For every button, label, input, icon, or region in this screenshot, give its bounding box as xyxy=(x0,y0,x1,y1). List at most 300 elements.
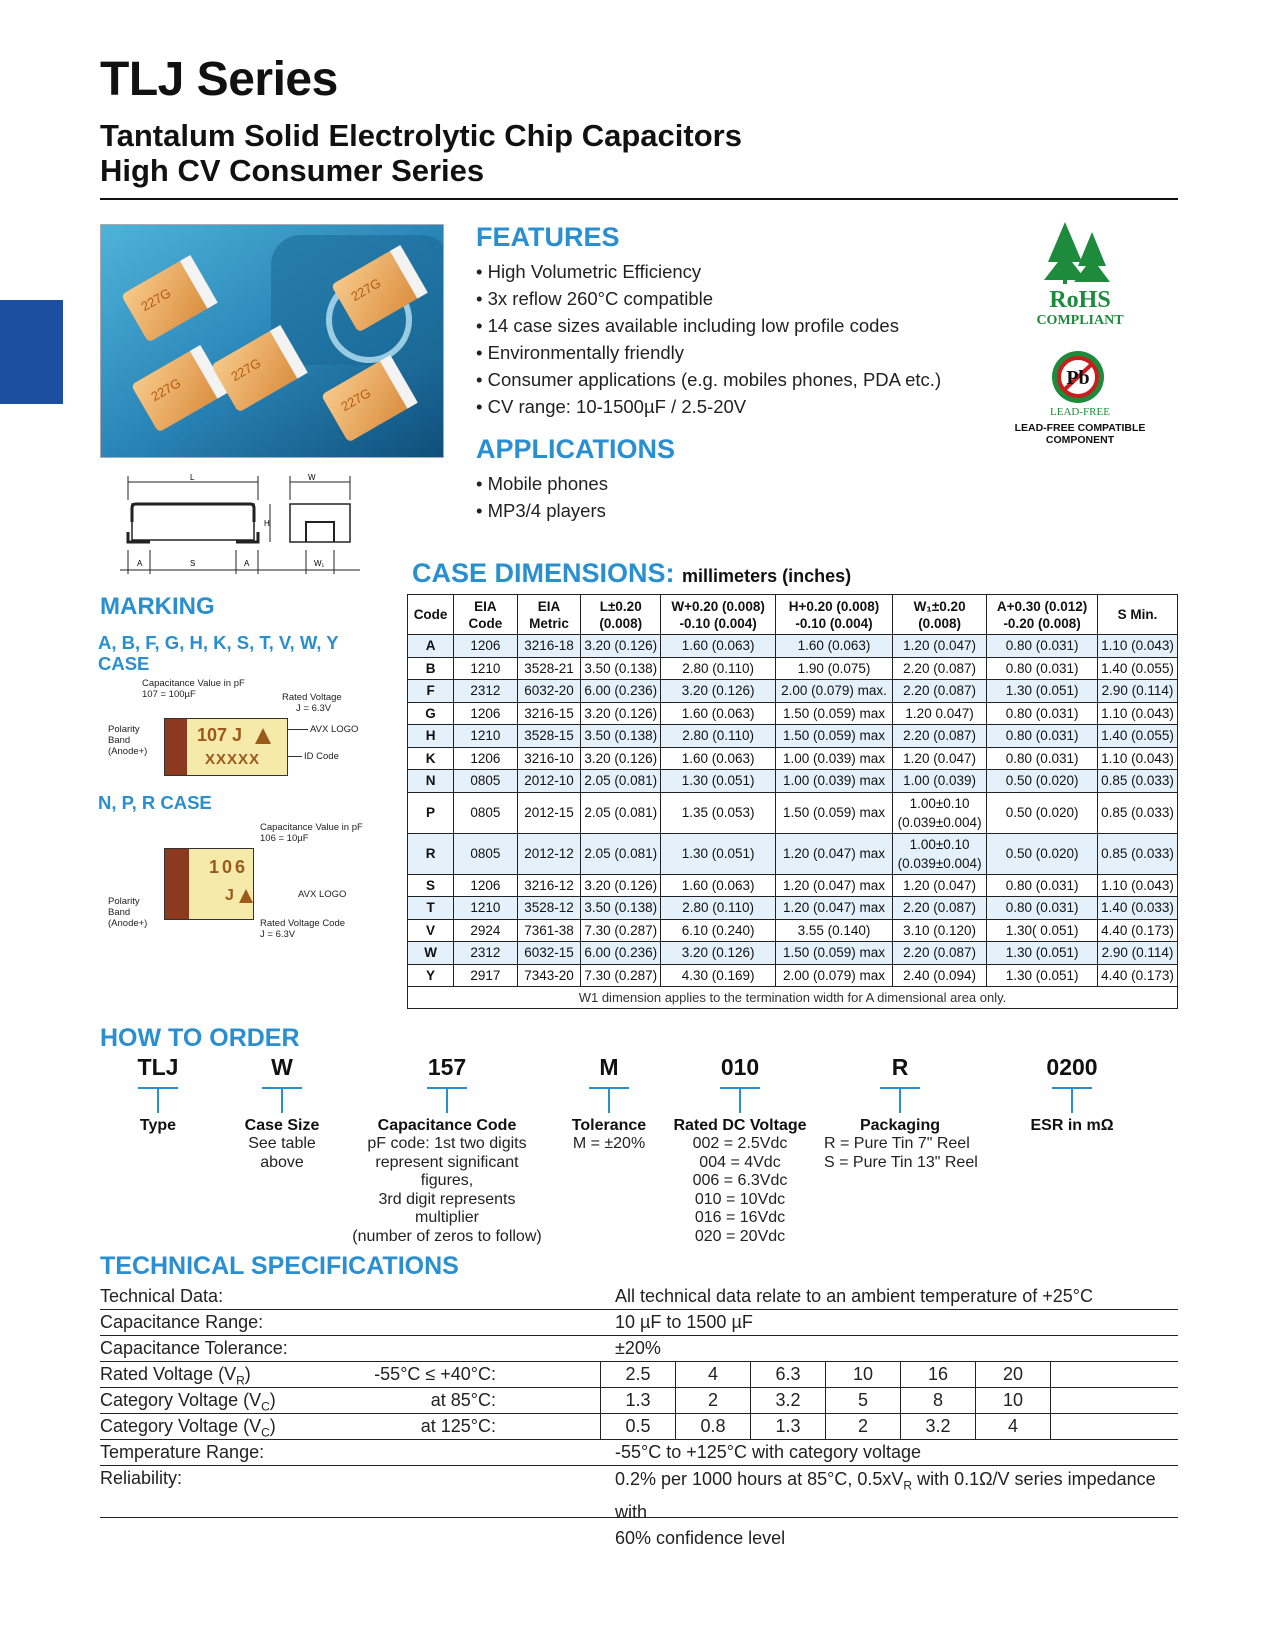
table-cell: 3.20 (0.126) xyxy=(581,702,661,725)
table-cell: 1.30 (0.051) xyxy=(987,964,1098,987)
table-cell: 1.20 (0.047) max xyxy=(776,897,893,920)
table-cell: 3.20 (0.126) xyxy=(581,874,661,897)
product-photo xyxy=(100,224,444,458)
header-cell: W+0.20 (0.008) -0.10 (0.004) xyxy=(661,595,776,635)
list-item: • 14 case sizes available including low profile codes xyxy=(476,312,941,339)
table-cell: 0.80 (0.031) xyxy=(987,657,1098,680)
polarity-line: Band xyxy=(108,907,131,918)
cap-example: 106 = 10µF xyxy=(260,833,309,844)
table-cell: 1.20 (0.047) xyxy=(892,747,986,770)
table-cell: 1.10 (0.043) xyxy=(1097,747,1177,770)
header-cell: L±0.20 (0.008) xyxy=(581,595,661,635)
list-item: • High Volumetric Efficiency xyxy=(476,258,941,285)
marking-case1-title: A, B, F, G, H, K, S, T, V, W, Y CASE xyxy=(98,632,339,674)
svg-text:A: A xyxy=(244,559,250,568)
table-row xyxy=(408,792,1178,833)
header-cell: A+0.30 (0.012) -0.20 (0.008) xyxy=(987,595,1098,635)
list-item: • Mobile phones xyxy=(476,470,608,497)
table-cell: 2.90 (0.114) xyxy=(1097,942,1177,965)
order-part-label: Capacitance Code xyxy=(377,1117,517,1134)
svg-text:Pb: Pb xyxy=(1066,367,1090,389)
caption-line: LEAD-FREE COMPATIBLE xyxy=(1014,422,1146,434)
order-part-desc: S = Pure Tin 13" Reel xyxy=(824,1153,978,1171)
list-item: • Environmentally friendly xyxy=(476,339,941,366)
table-cell: 2.80 (0.110) xyxy=(661,725,776,748)
spec-label: Technical Data: xyxy=(100,1286,224,1306)
order-part-desc: 004 = 4Vdc xyxy=(699,1153,781,1171)
table-cell: 1.60 (0.063) xyxy=(661,747,776,770)
table-cell: 2.80 (0.110) xyxy=(661,657,776,680)
table-cell: 0.80 (0.031) xyxy=(987,702,1098,725)
table-cell: 0.50 (0.020) xyxy=(987,792,1098,833)
order-part-value: R xyxy=(891,1054,909,1080)
spec-condition: at 85°C: xyxy=(430,1390,496,1410)
spec-label: Category Voltage $(V_C)$ xyxy=(100,1390,276,1414)
case-code-cell: N xyxy=(408,770,454,793)
table-cell: 1.50 (0.059) max xyxy=(776,942,893,965)
avx-logo-icon xyxy=(239,889,253,908)
order-part-value: 0200 xyxy=(1046,1054,1098,1080)
polarity-band xyxy=(165,849,189,919)
table-cell: 3.20 (0.126) xyxy=(661,942,776,965)
voltage-cell: 2.5 xyxy=(600,1362,675,1388)
table-cell: 2312 xyxy=(454,680,518,703)
voltage-cell: 1.3 xyxy=(750,1414,825,1440)
table-cell: 4.40 (0.173) xyxy=(1097,919,1177,942)
case-code-cell: R xyxy=(408,833,454,874)
table-cell: 1210 xyxy=(454,657,518,680)
cap-label: Capacitance Value in pF xyxy=(142,678,245,689)
table-row xyxy=(408,702,1178,725)
table-cell: 1.00 (0.039) max xyxy=(776,747,893,770)
table-cell: 1.40 (0.055) xyxy=(1097,657,1177,680)
table-row xyxy=(408,942,1178,965)
polarity-line: Band xyxy=(108,735,131,746)
order-bracket xyxy=(262,1087,302,1115)
order-part-desc: 002 = 2.5Vdc xyxy=(692,1135,788,1152)
table-cell: 2.20 (0.087) xyxy=(892,725,986,748)
table-cell: 1.00 (0.039) max xyxy=(776,770,893,793)
spec-label: Category Voltage $(V_C)$ xyxy=(100,1416,276,1440)
table-cell: 2.20 (0.087) xyxy=(892,942,986,965)
chip-marking: 227G xyxy=(148,375,184,405)
table-cell: 0.80 (0.031) xyxy=(987,897,1098,920)
order-bracket xyxy=(138,1087,178,1115)
table-cell: 1.90 (0.075) xyxy=(776,657,893,680)
chip-marking: 227G xyxy=(338,385,374,415)
table-cell: 6032-20 xyxy=(517,680,581,703)
case-code-cell: Y xyxy=(408,964,454,987)
chip-line-2: XXXXX xyxy=(205,751,261,768)
marking-chip-1 xyxy=(164,718,288,776)
spec-row xyxy=(100,1440,1178,1466)
table-cell: 6032-15 xyxy=(517,942,581,965)
spec-label: Temperature Range: xyxy=(100,1442,265,1462)
case-code-cell: V xyxy=(408,919,454,942)
table-cell: 1.40 (0.033) xyxy=(1097,897,1177,920)
table-cell: 0.80 (0.031) xyxy=(987,635,1098,658)
table-cell: 3.20 (0.126) xyxy=(661,680,776,703)
rated-example: J = 6.3V xyxy=(260,929,296,940)
polarity-line: (Anode+) xyxy=(108,918,148,929)
case-code-cell: F xyxy=(408,680,454,703)
order-part-desc: M = ±20% xyxy=(572,1135,646,1152)
order-part-desc: See table xyxy=(248,1135,316,1152)
order-part-desc: R = Pure Tin 7" Reel xyxy=(824,1135,970,1152)
table-cell: 2312 xyxy=(454,942,518,965)
polarity-line: (Anode+) xyxy=(108,746,148,757)
order-part-label: ESR in mΩ xyxy=(1030,1117,1114,1134)
spec-row xyxy=(100,1336,1178,1362)
table-cell: 1.30 (0.051) xyxy=(987,942,1098,965)
table-cell: 7343-20 xyxy=(517,964,581,987)
chip-line-2: J xyxy=(225,887,234,904)
order-part-value: 010 xyxy=(720,1054,760,1080)
voltage-cell: 3.2 xyxy=(900,1414,975,1440)
polarity-line: Polarity xyxy=(108,896,140,907)
table-cell: 3.50 (0.138) xyxy=(581,657,661,680)
table-cell: 2012-10 xyxy=(517,770,581,793)
table-note-row xyxy=(408,987,1178,1009)
table-cell: 3216-12 xyxy=(517,874,581,897)
chip-line-1: 106 xyxy=(209,857,249,877)
table-cell: 7361-38 xyxy=(517,919,581,942)
order-part-desc: (number of zeros to follow) xyxy=(352,1227,542,1245)
table-cell: 1.00±0.10 (0.039±0.004) xyxy=(892,792,986,833)
order-bracket xyxy=(1052,1087,1092,1115)
spec-value: -55°C to +125°C with category voltage xyxy=(615,1442,922,1462)
voltage-cell: 2 xyxy=(675,1388,750,1414)
order-part-label: Case Size xyxy=(244,1117,320,1134)
chip-marking: 227G xyxy=(138,285,174,315)
table-cell: 1.30 (0.051) xyxy=(661,833,776,874)
table-cell: 4.30 (0.169) xyxy=(661,964,776,987)
table-cell: 7.30 (0.287) xyxy=(581,919,661,942)
caption-line: COMPONENT xyxy=(1045,434,1115,446)
leader-line xyxy=(288,729,308,730)
order-part-value: M xyxy=(599,1054,619,1080)
table-cell: 0805 xyxy=(454,792,518,833)
order-part-desc: 016 = 16Vdc xyxy=(694,1209,786,1226)
table-cell: 1.10 (0.043) xyxy=(1097,874,1177,897)
table-cell: 6.10 (0.240) xyxy=(661,919,776,942)
polarity-label xyxy=(108,724,147,757)
spec-value: ±20% xyxy=(615,1338,661,1358)
polarity-label xyxy=(108,896,147,929)
tree-icon xyxy=(1030,222,1130,282)
chip-marking: 227G xyxy=(228,355,264,385)
marking-case2-title: N, P, R CASE xyxy=(98,792,212,813)
cap-example: 107 = 100µF xyxy=(142,689,196,700)
table-cell: 4.40 (0.173) xyxy=(1097,964,1177,987)
order-part-label: Rated DC Voltage xyxy=(673,1117,807,1134)
table-row xyxy=(408,964,1178,987)
table-cell: 0.80 (0.031) xyxy=(987,725,1098,748)
list-item: • 3x reflow 260°C compatible xyxy=(476,285,941,312)
order-part-value: TLJ xyxy=(137,1054,179,1080)
avx-logo-icon xyxy=(255,728,271,749)
table-cell: 1.10 (0.043) xyxy=(1097,702,1177,725)
table-cell: 3528-15 xyxy=(517,725,581,748)
table-cell: 2.05 (0.081) xyxy=(581,792,661,833)
spec-condition: at 125°C: xyxy=(420,1416,496,1436)
table-cell: 6.00 (0.236) xyxy=(581,942,661,965)
order-part-desc: 006 = 6.3Vdc xyxy=(692,1172,788,1189)
table-cell: 3.50 (0.138) xyxy=(581,897,661,920)
case-code-cell: B xyxy=(408,657,454,680)
side-tab xyxy=(0,300,63,404)
cell-end xyxy=(1050,1362,1051,1388)
table-cell: 2.00 (0.079) max xyxy=(776,964,893,987)
rated-example: J = 6.3V xyxy=(296,703,332,714)
rohs-compliant: COMPLIANT xyxy=(1036,313,1124,328)
svg-text:A: A xyxy=(137,559,143,568)
header-cell: Code xyxy=(408,595,454,635)
table-cell: 3216-10 xyxy=(517,747,581,770)
voltage-cell: 20 xyxy=(975,1362,1050,1388)
table-row xyxy=(408,770,1178,793)
table-cell: 0805 xyxy=(454,833,518,874)
table-cell: 1.10 (0.043) xyxy=(1097,635,1177,658)
voltage-cell: 6.3 xyxy=(750,1362,825,1388)
spec-label: Capacitance Tolerance: xyxy=(100,1338,288,1358)
voltage-cells xyxy=(600,1414,1051,1440)
order-bracket xyxy=(427,1087,467,1115)
table-cell: 2.05 (0.081) xyxy=(581,770,661,793)
table-cell: 1.00 (0.039) xyxy=(892,770,986,793)
table-row xyxy=(408,919,1178,942)
case-code-cell: S xyxy=(408,874,454,897)
list-item: • Consumer applications (e.g. mobiles phones, PDA etc.) xyxy=(476,366,941,393)
table-cell: 6.00 (0.236) xyxy=(581,680,661,703)
table-row xyxy=(408,747,1178,770)
case-code-cell: A xyxy=(408,635,454,658)
table-cell: 0.85 (0.033) xyxy=(1097,792,1177,833)
table-cell: 1206 xyxy=(454,747,518,770)
table-row xyxy=(408,874,1178,897)
table-row xyxy=(408,725,1178,748)
table-cell: 2917 xyxy=(454,964,518,987)
spec-condition: -55°C ≤ +40°C: xyxy=(374,1364,496,1384)
order-part-desc: 3rd digit represents multiplier xyxy=(378,1190,516,1226)
header-cell: S Min. xyxy=(1097,595,1177,635)
how-to-order-heading: HOW TO ORDER xyxy=(100,1024,300,1052)
spec-row-category-125 xyxy=(100,1414,1178,1440)
table-cell: 3528-21 xyxy=(517,657,581,680)
lead-free-label: LEAD-FREE xyxy=(1050,406,1110,418)
spec-row xyxy=(100,1284,1178,1310)
table-cell: 1206 xyxy=(454,874,518,897)
spec-value: All technical data relate to an ambient temperature of +25°C xyxy=(615,1286,1093,1306)
table-cell: 3216-18 xyxy=(517,635,581,658)
table-cell: 2.05 (0.081) xyxy=(581,833,661,874)
table-cell: 1.50 (0.059) max xyxy=(776,792,893,833)
features-list xyxy=(476,258,941,420)
subtitle-line-2: High CV Consumer Series xyxy=(100,153,485,188)
spec-row-category-85 xyxy=(100,1388,1178,1414)
order-part-label: Packaging xyxy=(859,1117,941,1134)
table-cell: 1.20 (0.047) xyxy=(892,635,986,658)
spec-row-reliability xyxy=(100,1466,1178,1548)
voltage-cell: 2 xyxy=(825,1414,900,1440)
order-part-desc: above xyxy=(260,1153,304,1171)
cap-label: Capacitance Value in pF xyxy=(260,822,363,833)
table-cell: 3.50 (0.138) xyxy=(581,725,661,748)
applications-list xyxy=(476,470,608,524)
marking-chip-2 xyxy=(164,848,254,920)
table-cell: 2.20 (0.087) xyxy=(892,897,986,920)
rated-label: Rated Voltage Code xyxy=(260,918,346,929)
chip-marking: 227G xyxy=(348,275,384,305)
table-cell: 0.80 (0.031) xyxy=(987,874,1098,897)
polarity-band xyxy=(165,719,187,775)
spec-value: 0.2% per 1000 hours at 85°C, $0.5xV_R$ with 0.1Ω/V series impedance with 60% confidence level xyxy=(615,1469,1156,1548)
table-cell: 1.50 (0.059) max xyxy=(776,725,893,748)
svg-text:W₁: W₁ xyxy=(314,559,325,568)
table-cell: 1210 xyxy=(454,725,518,748)
table-cell: 0.80 (0.031) xyxy=(987,747,1098,770)
order-part xyxy=(800,1054,1000,1172)
table-cell: 3.20 (0.126) xyxy=(581,747,661,770)
table-row xyxy=(408,680,1178,703)
table-row xyxy=(408,657,1178,680)
table-cell: 1.60 (0.063) xyxy=(661,874,776,897)
table-cell: 1210 xyxy=(454,897,518,920)
chip-line-1: 107 J xyxy=(197,725,243,745)
table-cell: 2924 xyxy=(454,919,518,942)
table-cell: 2.00 (0.079) max. xyxy=(776,680,893,703)
table-cell: 7.30 (0.287) xyxy=(581,964,661,987)
table-cell: 0.50 (0.020) xyxy=(987,770,1098,793)
table-cell: 1.40 (0.055) xyxy=(1097,725,1177,748)
table-cell: 3.20 (0.126) xyxy=(581,635,661,658)
voltage-cell: 10 xyxy=(825,1362,900,1388)
case-dimensions-table xyxy=(407,594,1178,1009)
page-title: TLJ Series xyxy=(100,53,338,106)
order-part-desc: represent significant figures, xyxy=(375,1153,519,1189)
table-cell: 2.40 (0.094) xyxy=(892,964,986,987)
case-dimensions-title: CASE DIMENSIONS: xyxy=(412,558,675,588)
order-part-label: Tolerance xyxy=(571,1117,647,1134)
table-cell: 1.00±0.10 (0.039±0.004) xyxy=(892,833,986,874)
case-dimensions-heading xyxy=(412,558,851,589)
spec-row xyxy=(100,1310,1178,1336)
table-cell: 2.20 (0.087) xyxy=(892,680,986,703)
applications-heading: APPLICATIONS xyxy=(476,434,676,464)
table-cell: 1.60 (0.063) xyxy=(661,702,776,725)
technical-specifications-heading: TECHNICAL SPECIFICATIONS xyxy=(100,1252,459,1280)
table-cell: 1206 xyxy=(454,702,518,725)
header-rule xyxy=(100,198,1178,200)
voltage-cell: 1.3 xyxy=(600,1388,675,1414)
table-cell: 2.80 (0.110) xyxy=(661,897,776,920)
list-item: • CV range: 10-1500µF / 2.5-20V xyxy=(476,393,941,420)
table-cell: 2012-12 xyxy=(517,833,581,874)
table-cell: 1.20 (0.047) xyxy=(892,874,986,897)
svg-text:S: S xyxy=(190,559,196,568)
order-part-desc: 020 = 20Vdc xyxy=(694,1227,786,1245)
spec-label: Capacitance Range: xyxy=(100,1312,264,1332)
table-cell: 3.10 (0.120) xyxy=(892,919,986,942)
table-cell: 1.30 (0.051) xyxy=(661,770,776,793)
svg-text:H: H xyxy=(264,519,270,528)
table-cell: 1.35 (0.053) xyxy=(661,792,776,833)
table-row xyxy=(408,635,1178,658)
rated-label: Rated Voltage xyxy=(282,692,342,703)
table-cell: 2.20 (0.087) xyxy=(892,657,986,680)
table-cell: 1.20 0.047) xyxy=(892,702,986,725)
voltage-cell: 4 xyxy=(675,1362,750,1388)
table-cell: 1206 xyxy=(454,635,518,658)
spec-label: Reliability: xyxy=(100,1468,183,1488)
lead-free-caption xyxy=(988,422,1172,446)
table-cell: 0.85 (0.033) xyxy=(1097,833,1177,874)
table-cell: 1.50 (0.059) max xyxy=(776,702,893,725)
table-cell: 1.60 (0.063) xyxy=(661,635,776,658)
order-part-desc: 010 = 10Vdc xyxy=(694,1190,786,1208)
table-cell: 1.30( 0.051) xyxy=(987,919,1098,942)
voltage-cell: 16 xyxy=(900,1362,975,1388)
cell-end xyxy=(1050,1388,1051,1414)
table-note: W1 dimension applies to the termination width for A dimensional area only. xyxy=(408,987,1178,1009)
marking-heading: MARKING xyxy=(100,593,215,620)
case-code-cell: W xyxy=(408,942,454,965)
voltage-cells xyxy=(600,1388,1051,1414)
svg-text:W: W xyxy=(308,473,316,482)
table-row xyxy=(408,833,1178,874)
voltage-cell: 5 xyxy=(825,1388,900,1414)
case-code-cell: H xyxy=(408,725,454,748)
header-cell: EIA Metric xyxy=(517,595,581,635)
table-cell: 2.90 (0.114) xyxy=(1097,680,1177,703)
table-header-row xyxy=(408,595,1178,635)
case-code-cell: T xyxy=(408,897,454,920)
voltage-cell: 10 xyxy=(975,1388,1050,1414)
order-part-value: W xyxy=(271,1054,293,1080)
rohs-text: RoHS xyxy=(1049,287,1111,313)
case-code-cell: P xyxy=(408,792,454,833)
voltage-cell: 0.5 xyxy=(600,1414,675,1440)
order-part-desc: pF code: 1st two digits xyxy=(367,1135,527,1152)
voltage-cell: 8 xyxy=(900,1388,975,1414)
order-part-value: 157 xyxy=(427,1054,467,1080)
table-cell: 0.50 (0.020) xyxy=(987,833,1098,874)
order-bracket xyxy=(589,1087,629,1115)
table-cell: 3216-15 xyxy=(517,702,581,725)
table-cell: 3.55 (0.140) xyxy=(776,919,893,942)
header-cell: H+0.20 (0.008) -0.10 (0.004) xyxy=(776,595,893,635)
avx-logo-label: AVX LOGO xyxy=(298,889,347,900)
order-part xyxy=(972,1054,1172,1135)
svg-text:L: L xyxy=(190,473,195,482)
order-bracket xyxy=(880,1087,920,1115)
features-heading: FEATURES xyxy=(476,222,620,252)
avx-logo-label: AVX LOGO xyxy=(310,724,359,735)
leader-line xyxy=(288,756,302,757)
table-cell: 3528-12 xyxy=(517,897,581,920)
table-row xyxy=(408,897,1178,920)
spec-label: Rated Voltage $(V_R)$ xyxy=(100,1364,251,1388)
voltage-cell: 4 xyxy=(975,1414,1050,1440)
spec-value: 10 µF to 1500 µF xyxy=(615,1312,753,1332)
order-bracket xyxy=(720,1087,760,1115)
dimension-drawing xyxy=(110,470,370,580)
voltage-cell: 3.2 xyxy=(750,1388,825,1414)
order-part-label: Type xyxy=(139,1117,177,1134)
spec-row-rated-voltage xyxy=(100,1362,1178,1388)
header-cell: EIA Code xyxy=(454,595,518,635)
units-label: millimeters (inches) xyxy=(682,566,852,586)
